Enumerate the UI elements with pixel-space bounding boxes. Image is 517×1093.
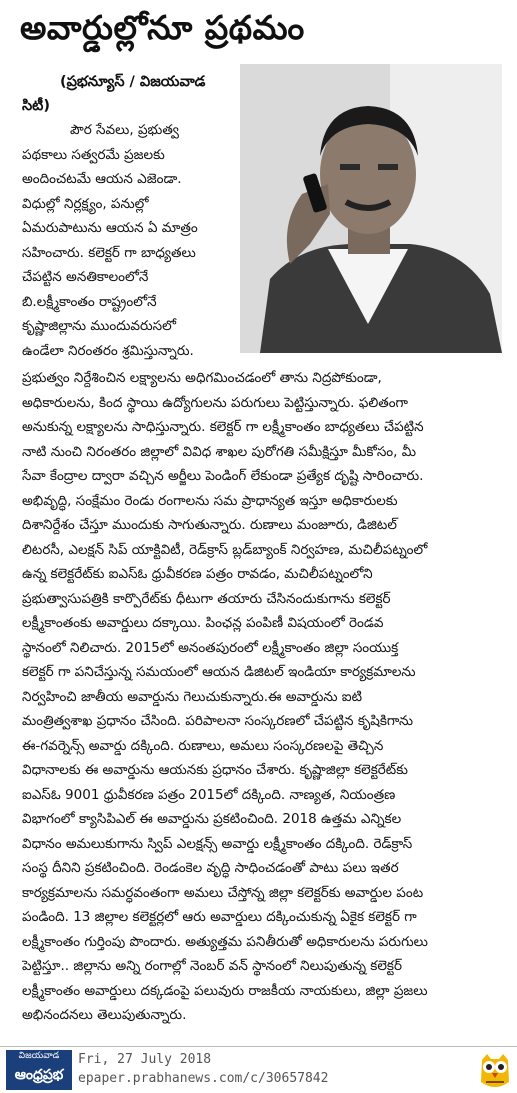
text-line: నిర్వహించి జాతీయ అవార్డును గెలుచుకున్నారు.ఈ అవార్డును ఐటి: [22, 688, 363, 705]
epaper-footer: [0, 1046, 517, 1093]
text-line: సేవా కేంద్రాల ద్వారా వచ్చిన అర్జీలు పెండింగ్ లేకుండా ప్రత్యేక దృష్టి సారించారు.: [22, 468, 424, 484]
text-line: కలెక్టర్ గా పనిచేస్తున్న సమయంలో ఆయన డిజిటల్ ఇండియా కార్యక్రమాలను: [22, 664, 416, 680]
text-line: విధానం అమలుకుగాను స్విప్ ఎలక్షన్స్ అవార్డు లక్ష్మీకాంతం దక్కింది. రెడ్‌క్రాస్: [22, 835, 413, 852]
text-line: సహించారు. కలెక్టర్ గా బాధ్యతలు: [22, 244, 196, 261]
text-line: ఐఎస్ఓ 9001 ధ్రువీకరణ పత్రం 2015లో దక్కింది. నాణ్యత, నియంత్రణ: [22, 786, 396, 803]
text-line: బి.లక్ష్మీకాంతం రాష్ట్రంలోనే: [22, 293, 157, 310]
text-line: విధానాలకు ఈ అవార్డును ఆయనకు ప్రధానం చేశారు. కృష్ణాజిల్లా కలెక్టరేట్‌కు: [22, 762, 408, 778]
text-line: నాటి నుంచి నిరంతరం జిల్లాలో వివిధ శాఖల పురోగతి సమీక్షిస్తూ మీకోసం, మీ: [22, 443, 417, 460]
publication-date: Fri, 27 July 2018: [78, 1052, 212, 1067]
text-line: దిశానిర్దేశం చేస్తూ ముందుకు సాగుతున్నారు. రుణాలు మంజూరు, డిజిటల్: [22, 517, 397, 533]
text-line: ఉండేలా నిరంతరం శ్రమిస్తున్నారు.: [22, 342, 194, 359]
text-line: పండింది. 13 జిల్లాల కలెక్టర్లలో ఆరు అవార్డులు దక్కించుకున్న ఏకైక కలెక్టర్ గా: [22, 909, 417, 925]
text-line: విధుల్లో నిర్లక్ష్యం, పనుల్లో: [22, 195, 149, 212]
byline-line: సిటీ): [22, 98, 50, 114]
text-line: సంస్థ దీనిని ప్రకటించింది. రెండంకెల వృద్ధి సాధించడంతో పాటు పలు ఇతర: [22, 860, 399, 876]
text-line: లక్ష్మీకాంతంకు అవార్డులు దక్కాయి. పింఛన్ల పంపిణీ విషయంలో రెండవ: [22, 615, 384, 631]
newspaper-logo[interactable]: [6, 1050, 72, 1090]
text-line: కృష్ణాజిల్లాను ముందువరుసలో: [22, 318, 177, 334]
byline: [22, 70, 237, 118]
logo-edition: విజయవాడ: [18, 1051, 60, 1061]
person-photo-illustration: [240, 64, 502, 353]
text-line: పౌర సేవలు, ప్రభుత్వ: [70, 122, 179, 138]
text-line: పెట్టిస్తూ.. జిల్లాను అన్ని రంగాల్లో నెంబర్ వన్ స్థానంలో నిలుపుతున్న కలెక్టర్: [22, 958, 402, 974]
text-line: అనుకున్న లక్ష్యాలను సాధిస్తున్నారు. కలెక్టర్ గా లక్ష్మీకాంతం బాధ్యతలు చేపట్టిన: [22, 419, 424, 435]
text-line: లక్ష్మీకాంతం అవార్డులు దక్కడంపై పలువురు రాజకీయ నాయకులు, జిల్లా ప్రజలు: [22, 982, 428, 999]
text-line: ఏమరుపాటును ఆయన ఏ మాత్రం: [22, 220, 198, 236]
text-line: అందించటమే ఆయన ఎజెండా.: [22, 171, 182, 187]
article-photo: [240, 64, 502, 353]
text-line: అధికారులను, కింద స్థాయి ఉద్యోగులను పరుగులు పెట్టిస్తున్నారు. ఫలితంగా: [22, 394, 408, 411]
text-line: విభాగంలో క్యాసిపిఎల్ ఈ అవార్డును ప్రకటించింది. 2018 ఉత్తమ ఎన్నికల: [22, 811, 402, 827]
epaper-link[interactable]: epaper.prabhanews.com/c/30657842: [78, 1071, 329, 1086]
text-line: లక్ష్మీకాంతం గుర్తింపు పొందారు. అత్యుత్తమ పనితీరుతో అధికారులను పరుగులు: [22, 933, 428, 950]
text-line: ప్రభుత్వాసుపత్రికి కార్పొరేట్‌కు ధీటుగా తయారు చేసినందుకుగాను కలెక్టర్: [22, 590, 391, 607]
text-line: లిటరసీ, ఎలక్షన్ సిప్ యాక్టివిటీ, రెడ్‌క్రాస్ బ్లడ్‌బ్యాంక్ నిర్వహణ, మచిలీపట్నంలో: [22, 541, 428, 558]
article-body: [22, 366, 502, 1028]
text-line: మంత్రిత్వశాఖ ప్రధానం చేసింది. పరిపాలనా సంస్కరణలో చేపట్టిన కృషికిగాను: [22, 713, 414, 729]
text-line: ఉన్న కలెక్టరేట్‌కు ఐఎస్ఓ ధ్రువీకరణ పత్రం రావడం, మచిలీపట్నంలోని: [22, 566, 373, 582]
byline-line: (ప్రభన్యూస్ / విజయవాడ: [60, 74, 206, 90]
text-line: ఈ-గవర్నెన్స్ అవార్డు దక్కింది. రుణాలు, అమలు సంస్కరణలపై తెచ్చిన: [22, 737, 384, 754]
text-line: ప్రభుత్వం నిర్దేశించిన లక్ష్యాలను అధిగమించడంలో తాను నిద్రపోకుండా,: [22, 370, 382, 386]
article-headline: అవార్డుల్లోనూ ప్రథమం: [20, 8, 305, 47]
text-line: స్థానంలో నిలిచారు. 2015లో అనంతపురంలో లక్ష్మీకాంతం జిల్లా సంయుక్త: [22, 639, 399, 656]
logo-title: ఆంధ్రప్రభ: [14, 1067, 64, 1083]
owl-mascot-icon: [478, 1052, 512, 1090]
text-line: అభినందనలు తెలుపుతున్నారు.: [22, 1007, 187, 1023]
article-intro-column: [22, 118, 234, 363]
text-line: పథకాలు సత్వరమే ప్రజలకు: [22, 146, 165, 163]
text-line: కార్యక్రమాలను సమర్ధవంతంగా అమలు చేస్తోన్న జిల్లా కలెక్టర్‌కు అవార్డుల పంట: [22, 884, 424, 901]
text-line: చేపట్టిన అనతికాలంలోనే: [22, 269, 149, 285]
text-line: అభివృద్ధి, సంక్షేమం రెండు రంగాలను సమ ప్రాధాన్యత ఇస్తూ అధికారులకు: [22, 492, 398, 509]
footer-divider: [0, 1046, 517, 1047]
